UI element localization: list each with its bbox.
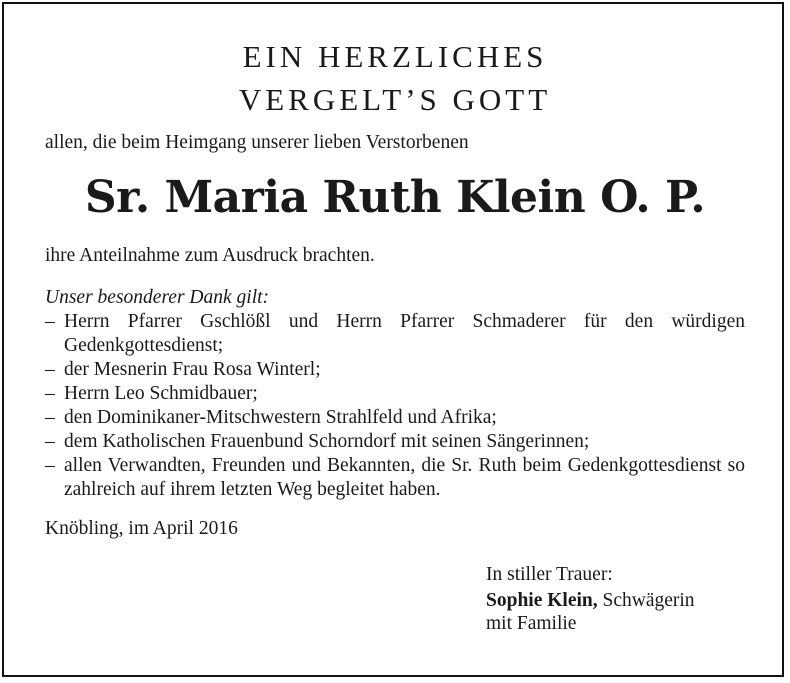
list-item-text: allen Verwandten, Freunden und Bekannten, die Sr. Ruth beim Gedenkgottesdienst so zahlreich auf ihrem letzten Weg begleitet haben.	[64, 455, 745, 500]
list-item	[45, 430, 745, 454]
place-date: Knöbling, im April 2016	[45, 518, 238, 539]
heading-line-1: EIN HERZLICHES	[242, 39, 548, 74]
signature-family: mit Familie	[486, 613, 577, 634]
signature-name: Sophie Klein,	[486, 590, 598, 611]
list-item	[45, 382, 745, 406]
thanks-list	[45, 310, 745, 502]
list-item-text: Herrn Pfarrer Gschlößl und Herrn Pfarrer Schmaderer für den würdigen Gedenkgottesdienst;	[64, 311, 745, 356]
intro-text: allen, die beim Heimgang unserer lieben Verstorbenen	[45, 132, 469, 153]
outro-text: ihre Anteilnahme zum Ausdruck brachten.	[45, 245, 375, 266]
dash-bullet: –	[45, 407, 55, 428]
dash-bullet: –	[45, 383, 55, 404]
dash-bullet: –	[45, 431, 55, 452]
dash-bullet: –	[45, 359, 55, 380]
dash-bullet: –	[45, 311, 55, 332]
heading-line-2: VERGELT’S GOTT	[238, 82, 552, 117]
list-item	[45, 310, 745, 358]
list-item	[45, 406, 745, 430]
list-item-text: dem Katholischen Frauenbund Schorndorf mit seinen Sängerinnen;	[64, 431, 590, 452]
list-item-text: Herrn Leo Schmidbauer;	[64, 383, 258, 404]
list-item	[45, 358, 745, 382]
signature-intro: In stiller Trauer:	[486, 564, 613, 585]
list-item-text: der Mesnerin Frau Rosa Winterl;	[64, 359, 321, 380]
list-item-text: den Dominikaner-Mitschwestern Strahlfeld und Afrika;	[64, 407, 497, 428]
thanks-heading: Unser besonderer Dank gilt:	[45, 287, 270, 308]
dash-bullet: –	[45, 455, 55, 476]
signature-relation: Schwägerin	[597, 590, 695, 611]
signature-line	[486, 589, 695, 613]
deceased-name: Sr. Maria Ruth Klein O. P.	[84, 172, 706, 223]
list-item	[45, 454, 745, 502]
